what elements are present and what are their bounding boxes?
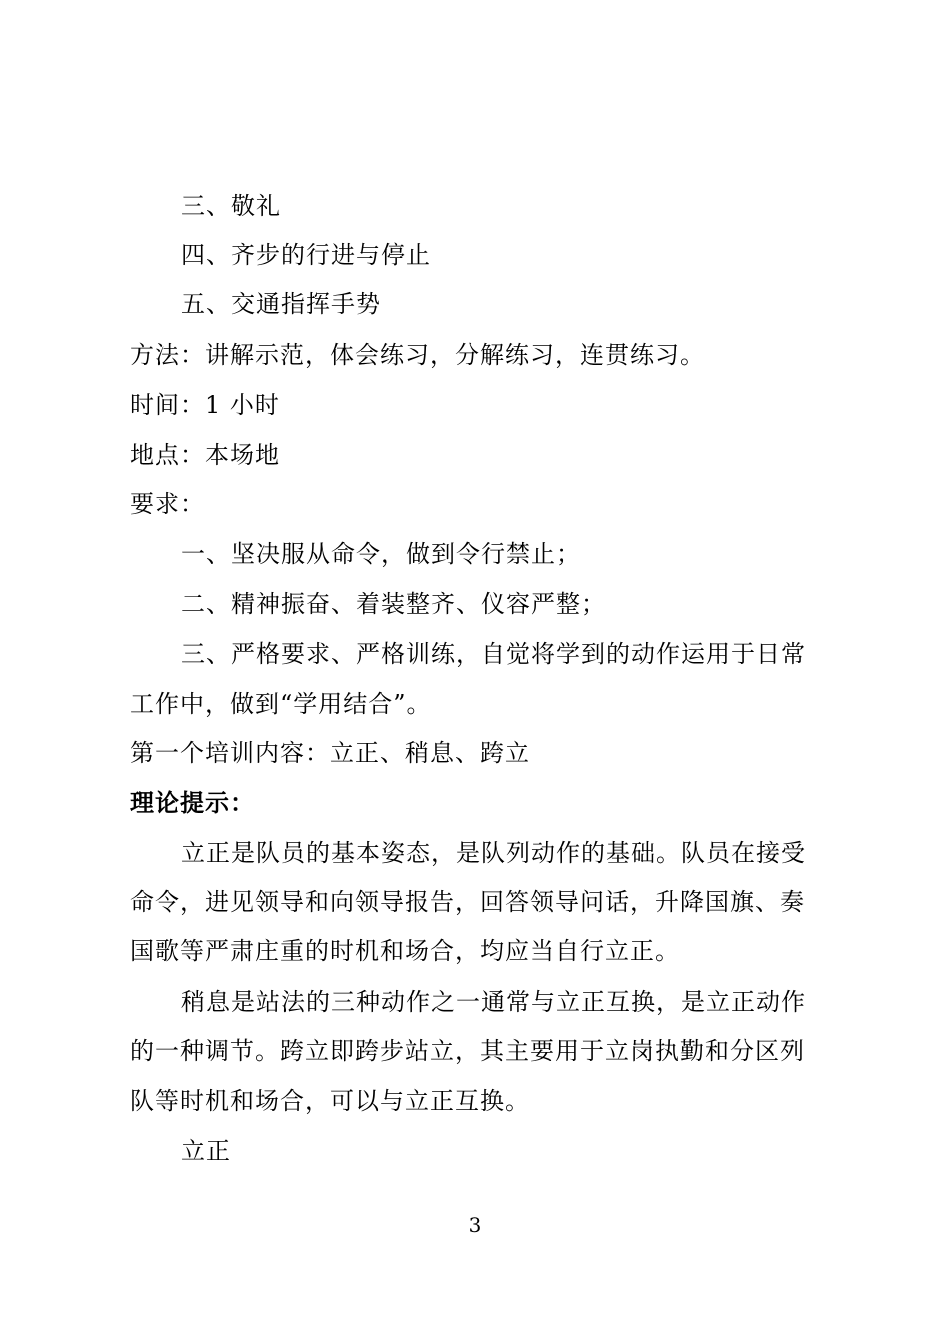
time-line: 时间：1 小时 bbox=[130, 391, 280, 419]
list-item-march: 四、齐步的行进与停止 bbox=[181, 241, 431, 269]
paragraph-1-line-1: 立正是队员的基本姿态，是队列动作的基础。队员在接受 bbox=[181, 839, 806, 867]
requirement-item-2: 二、精神振奋、着装整齐、仪容严整； bbox=[181, 590, 606, 618]
list-item-salute: 三、敬礼 bbox=[181, 192, 281, 220]
theory-heading: 理论提示： bbox=[130, 788, 255, 817]
requirement-item-1: 一、坚决服从命令，做到令行禁止； bbox=[181, 540, 581, 568]
training-content-heading: 第一个培训内容：立正、稍息、跨立 bbox=[130, 739, 530, 767]
method-line: 方法：讲解示范，体会练习，分解练习，连贯练习。 bbox=[130, 341, 705, 369]
requirements-heading: 要求： bbox=[130, 490, 205, 518]
paragraph-2-line-2: 的一种调节。跨立即跨步站立，其主要用于立岗执勤和分区列 bbox=[130, 1037, 805, 1065]
list-item-traffic-signals: 五、交通指挥手势 bbox=[181, 290, 381, 318]
requirement-item-3-continued: 工作中，做到“学用结合”。 bbox=[130, 690, 432, 718]
paragraph-2-line-3: 队等时机和场合，可以与立正互换。 bbox=[130, 1087, 530, 1115]
location-line: 地点：本场地 bbox=[130, 441, 280, 469]
page-number: 3 bbox=[468, 1213, 482, 1237]
paragraph-1-line-2: 命令，进见领导和向领导报告，回答领导问话，升降国旗、奏 bbox=[130, 888, 805, 916]
requirement-item-3: 三、严格要求、严格训练，自觉将学到的动作运用于日常 bbox=[181, 640, 806, 668]
paragraph-2-line-1: 稍息是站法的三种动作之一通常与立正互换，是立正动作 bbox=[181, 988, 806, 1016]
paragraph-1-line-3: 国歌等严肃庄重的时机和场合，均应当自行立正。 bbox=[130, 937, 680, 965]
section-stand-at-attention: 立正 bbox=[181, 1137, 231, 1165]
